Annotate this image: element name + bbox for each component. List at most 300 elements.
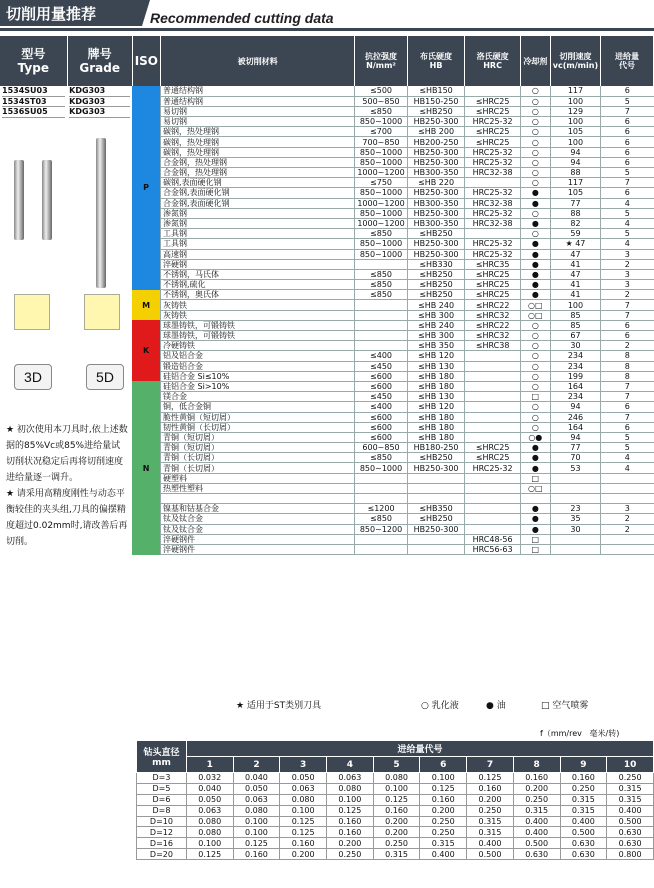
material-cell: 普通结构钢 <box>161 86 355 96</box>
hrc-cell: HRC56-63 <box>465 544 520 554</box>
tensile-cell: ≤750 <box>355 178 407 188</box>
tensile-cell: 850~1000 <box>355 157 407 167</box>
coolant-cell: ○ <box>520 168 550 178</box>
hrc-cell <box>465 504 520 514</box>
speed-cell: 82 <box>550 218 600 228</box>
feed-value-cell: 0.250 <box>420 816 467 827</box>
tensile-cell <box>355 544 407 554</box>
feed-row <box>137 805 654 816</box>
hrc-cell <box>465 178 520 188</box>
coolant-cell: ● <box>520 280 550 290</box>
tensile-cell: 850~1000 <box>355 239 407 249</box>
tensile-cell: 1000~1200 <box>355 198 407 208</box>
feed-value-cell: 0.630 <box>560 849 607 860</box>
hb-cell: ≤HB 180 <box>407 432 465 442</box>
feed-value-cell: 0.160 <box>513 773 560 784</box>
feed-value-cell: 0.630 <box>560 838 607 849</box>
material-cell: 碳钢,表面硬化钢 <box>161 178 355 188</box>
hrc-cell <box>465 229 520 239</box>
hb-cell: ≤HB250 <box>407 514 465 524</box>
feed-code-cell: 7 <box>601 300 654 310</box>
speed-cell: 85 <box>550 320 600 330</box>
feed-value-cell: 0.125 <box>467 773 514 784</box>
tensile-cell: ≤850 <box>355 106 407 116</box>
tensile-cell <box>355 483 407 493</box>
feed-code-cell: 3 <box>601 280 654 290</box>
material-cell: 球墨铸铁，可锻铸铁 <box>161 320 355 330</box>
hrc-cell <box>465 412 520 422</box>
feed-value-cell: 0.200 <box>280 849 327 860</box>
speed-cell: 164 <box>550 381 600 391</box>
feed-value-cell: 0.500 <box>607 816 654 827</box>
feed-diameter-cell: D=8 <box>137 805 187 816</box>
material-cell: 灰铸铁 <box>161 310 355 320</box>
feed-value-cell: 0.315 <box>607 783 654 794</box>
feed-value-cell: 0.160 <box>327 816 374 827</box>
hrc-cell <box>465 86 520 96</box>
speed-cell <box>550 483 600 493</box>
feed-col-diameter: 钻头直径 mm <box>137 741 187 773</box>
speed-cell: 47 <box>550 249 600 259</box>
hb-cell: ≤HB 120 <box>407 402 465 412</box>
feed-code-cell: 6 <box>601 331 654 341</box>
feed-value-cell: 0.080 <box>186 827 233 838</box>
material-cell: 镁合金 <box>161 392 355 402</box>
coolant-cell: ● <box>520 218 550 228</box>
feed-code-cell: 5 <box>601 229 654 239</box>
material-cell: 不锈钢，奥氏体 <box>161 290 355 300</box>
feed-value-cell: 0.100 <box>186 838 233 849</box>
hb-cell <box>407 483 465 493</box>
hb-cell <box>407 494 465 504</box>
tensile-cell: 850~1000 <box>355 147 407 157</box>
hb-cell: HB250-300 <box>407 208 465 218</box>
speed-cell: 41 <box>550 259 600 269</box>
coolant-cell: ○ <box>520 381 550 391</box>
feed-code-header: 10 <box>607 757 654 773</box>
coolant-cell: ○ <box>520 320 550 330</box>
product-type: 1534SU03 <box>2 86 65 97</box>
hrc-cell: HRC32-38 <box>465 168 520 178</box>
feed-code-cell: 8 <box>601 361 654 371</box>
feed-value-cell: 0.160 <box>420 794 467 805</box>
material-cell: 钛及钛合金 <box>161 514 355 524</box>
col-tensile: 抗拉强度 N/mm² <box>355 36 407 86</box>
label-3d: 3D <box>14 364 52 390</box>
feed-code-header: 5 <box>373 757 420 773</box>
speed-cell: 88 <box>550 208 600 218</box>
tensile-cell <box>355 473 407 483</box>
cross-section-icon-3d <box>14 294 50 330</box>
feed-col-code: 进给量代号 <box>186 741 653 757</box>
feed-code-cell: 6 <box>601 86 654 96</box>
feed-code-cell: 5 <box>601 168 654 178</box>
hb-cell <box>407 544 465 554</box>
tensile-cell <box>355 341 407 351</box>
hb-cell: HB180-250 <box>407 443 465 453</box>
hb-cell: ≤HB 220 <box>407 178 465 188</box>
feed-code-header: 7 <box>467 757 514 773</box>
coolant-cell: ○● <box>520 432 550 442</box>
hb-cell: HB200-250 <box>407 137 465 147</box>
feed-value-cell: 0.160 <box>233 849 280 860</box>
material-cell: 合金钢，热处理钢 <box>161 157 355 167</box>
hrc-cell: ≤HRC25 <box>465 127 520 137</box>
feed-row <box>137 849 654 860</box>
feed-code-cell: 5 <box>601 96 654 106</box>
feed-value-cell: 0.125 <box>373 794 420 805</box>
feed-value-cell: 0.080 <box>186 816 233 827</box>
feed-value-cell: 0.250 <box>327 849 374 860</box>
hb-cell: HB250-300 <box>407 117 465 127</box>
tensile-cell: 600~850 <box>355 443 407 453</box>
coolant-cell: ● <box>520 239 550 249</box>
material-cell: 碳钢，热处理钢 <box>161 137 355 147</box>
speed-cell: 234 <box>550 361 600 371</box>
coolant-cell: ○□ <box>520 300 550 310</box>
hrc-cell <box>465 371 520 381</box>
speed-cell: 85 <box>550 310 600 320</box>
feed-value-cell: 0.200 <box>373 827 420 838</box>
feed-code-cell: 6 <box>601 127 654 137</box>
material-cell: 球墨铸铁，可锻铸铁 <box>161 331 355 341</box>
hrc-cell <box>465 361 520 371</box>
hrc-cell: HRC32-38 <box>465 218 520 228</box>
tensile-cell: 850~1000 <box>355 463 407 473</box>
coolant-cell: ● <box>520 443 550 453</box>
material-cell: 碳钢，热处理钢 <box>161 147 355 157</box>
hb-cell: HB300-350 <box>407 218 465 228</box>
hb-cell: ≤HB 240 <box>407 320 465 330</box>
material-cell: 易切钢 <box>161 106 355 116</box>
speed-cell: 53 <box>550 463 600 473</box>
feed-code-cell: 2 <box>601 259 654 269</box>
material-cell: 铝及铝合金 <box>161 351 355 361</box>
feed-row <box>137 827 654 838</box>
hb-cell: ≤HB250 <box>407 453 465 463</box>
speed-cell: 70 <box>550 453 600 463</box>
material-cell: 渗氮钢 <box>161 218 355 228</box>
feed-diameter-cell: D=16 <box>137 838 187 849</box>
title-en: Recommended cutting data <box>150 10 334 26</box>
speed-cell <box>550 544 600 554</box>
hb-cell: HB300-350 <box>407 198 465 208</box>
iso-group-K: K <box>132 320 160 381</box>
coolant-cell: ○ <box>520 208 550 218</box>
feed-value-cell: 0.400 <box>513 827 560 838</box>
usage-notes <box>6 422 128 550</box>
coolant-cell: ○□ <box>520 483 550 493</box>
feed-value-cell: 0.125 <box>280 816 327 827</box>
feed-code-cell: 5 <box>601 208 654 218</box>
feed-code-cell <box>601 473 654 483</box>
hb-cell: ≤HB 180 <box>407 422 465 432</box>
material-cell: 高速钢 <box>161 249 355 259</box>
tensile-cell: ≤600 <box>355 412 407 422</box>
material-cell: 合金钢，热处理钢 <box>161 168 355 178</box>
feed-value-cell: 0.100 <box>420 773 467 784</box>
coolant-cell: ○ <box>520 341 550 351</box>
feed-code-cell: 7 <box>601 178 654 188</box>
hrc-cell: ≤HRC35 <box>465 259 520 269</box>
speed-cell: 117 <box>550 178 600 188</box>
feed-value-cell: 0.200 <box>373 816 420 827</box>
material-cell: 铜，低合金铜 <box>161 402 355 412</box>
feed-value-cell: 0.200 <box>467 794 514 805</box>
feed-value-cell: 0.500 <box>467 849 514 860</box>
col-feed: 进给量 代号 <box>601 36 654 86</box>
hrc-cell: HRC32-38 <box>465 198 520 208</box>
coolant-cell: ● <box>520 504 550 514</box>
hrc-cell: ≤HRC25 <box>465 453 520 463</box>
coolant-cell: ○ <box>520 412 550 422</box>
speed-cell: 23 <box>550 504 600 514</box>
coolant-cell: ○ <box>520 178 550 188</box>
hb-cell: ≤HB250 <box>407 269 465 279</box>
col-coolant: 冷却剂 <box>520 36 550 86</box>
feed-value-cell: 0.160 <box>280 838 327 849</box>
feed-value-cell: 0.630 <box>513 849 560 860</box>
feed-code-header: 1 <box>186 757 233 773</box>
hrc-cell: ≤HRC22 <box>465 320 520 330</box>
feed-value-cell: 0.315 <box>373 849 420 860</box>
coolant-cell: ● <box>520 453 550 463</box>
hrc-cell: ≤HRC25 <box>465 290 520 300</box>
note-1: ★ 初次使用本刀具时,依上述数据的85%Vc或85%进给量试切削状况稳定后再将切削速度进给量逐一调升。 <box>6 425 128 483</box>
feed-value-cell: 0.160 <box>560 773 607 784</box>
material-cell: 镍基和钴基合金 <box>161 504 355 514</box>
tensile-cell <box>355 534 407 544</box>
hb-cell: ≤HB330 <box>407 259 465 269</box>
coolant-cell: ○ <box>520 137 550 147</box>
feed-value-cell: 0.400 <box>513 816 560 827</box>
speed-cell: 94 <box>550 157 600 167</box>
feed-value-cell: 0.160 <box>373 805 420 816</box>
product-grade: KDG303 <box>69 107 130 118</box>
feed-code-cell: 6 <box>601 157 654 167</box>
iso-group-M: M <box>132 290 160 321</box>
hrc-cell: HRC25-32 <box>465 157 520 167</box>
col-hb: 布氏硬度 HB <box>407 36 465 86</box>
feed-code-header: 4 <box>327 757 374 773</box>
tensile-cell: 850~1000 <box>355 117 407 127</box>
speed-cell: 41 <box>550 280 600 290</box>
hb-cell: HB150-250 <box>407 96 465 106</box>
speed-cell: 67 <box>550 331 600 341</box>
hb-cell: ≤HB250 <box>407 280 465 290</box>
speed-cell: 59 <box>550 229 600 239</box>
coolant-legend <box>136 694 654 712</box>
feed-value-cell: 0.315 <box>467 816 514 827</box>
feed-code-cell <box>601 494 654 504</box>
hrc-cell: ≤HRC32 <box>465 310 520 320</box>
feed-code-cell: 4 <box>601 463 654 473</box>
tensile-cell: 850~1000 <box>355 208 407 218</box>
coolant-cell: ○ <box>520 86 550 96</box>
feed-code-cell: 6 <box>601 422 654 432</box>
material-cell: 工具钢 <box>161 239 355 249</box>
drill-image-3 <box>96 138 106 288</box>
table-row <box>0 86 654 96</box>
speed-cell: 88 <box>550 168 600 178</box>
coolant-cell: ○ <box>520 229 550 239</box>
feed-code-cell: 6 <box>601 137 654 147</box>
tensile-cell: ≤850 <box>355 453 407 463</box>
feed-row <box>137 773 654 784</box>
hrc-cell: ≤HRC25 <box>465 443 520 453</box>
feed-code-cell: 7 <box>601 381 654 391</box>
feed-value-cell: 0.200 <box>420 805 467 816</box>
tensile-cell: ≤850 <box>355 229 407 239</box>
hb-cell: ≤HB 130 <box>407 361 465 371</box>
col-speed: 切削速度 vc(m/min) <box>550 36 600 86</box>
feed-code-header: 8 <box>513 757 560 773</box>
tensile-cell: ≤600 <box>355 381 407 391</box>
material-cell: 热塑性塑料 <box>161 483 355 493</box>
speed-cell: 105 <box>550 127 600 137</box>
feed-value-cell: 0.315 <box>513 805 560 816</box>
tensile-cell: ≤600 <box>355 432 407 442</box>
feed-diameter-cell: D=6 <box>137 794 187 805</box>
hrc-cell: HRC25-32 <box>465 147 520 157</box>
coolant-cell: ○ <box>520 117 550 127</box>
hrc-cell: ≤HRC32 <box>465 331 520 341</box>
feed-value-cell: 0.500 <box>560 827 607 838</box>
feed-code-header: 3 <box>280 757 327 773</box>
feed-unit: f（mm/rev 毫米/转) <box>540 729 620 738</box>
tensile-cell: ≤850 <box>355 280 407 290</box>
coolant-cell: ○ <box>520 402 550 412</box>
feed-row <box>137 783 654 794</box>
feed-value-cell: 0.200 <box>327 838 374 849</box>
coolant-cell: ● <box>520 514 550 524</box>
tensile-cell: ≤850 <box>355 514 407 524</box>
feed-value-cell: 0.032 <box>186 773 233 784</box>
feed-value-cell: 0.250 <box>373 838 420 849</box>
drill-image-2 <box>42 160 52 240</box>
material-cell: 青铜（长切屑） <box>161 453 355 463</box>
feed-value-cell: 0.063 <box>327 773 374 784</box>
hb-cell: HB250-300 <box>407 157 465 167</box>
feed-value-cell: 0.040 <box>233 773 280 784</box>
feed-value-cell: 0.050 <box>186 794 233 805</box>
speed-cell <box>550 494 600 504</box>
tensile-cell: ≤400 <box>355 402 407 412</box>
hb-cell: ≤HB 130 <box>407 392 465 402</box>
feed-code-cell: 3 <box>601 504 654 514</box>
material-cell: 硅铝合金 Si≤10% <box>161 371 355 381</box>
feed-value-cell: 0.200 <box>513 783 560 794</box>
coolant-cell: ○ <box>520 147 550 157</box>
hb-cell: ≤HB 180 <box>407 381 465 391</box>
hrc-cell <box>465 514 520 524</box>
material-cell: 硬塑料 <box>161 473 355 483</box>
col-grade: 牌号 Grade <box>67 36 132 86</box>
tensile-cell: ≤700 <box>355 127 407 137</box>
hrc-cell: ≤HRC22 <box>465 300 520 310</box>
material-cell: 不锈钢，马氏体 <box>161 269 355 279</box>
coolant-cell: ○ <box>520 106 550 116</box>
feed-value-cell: 0.250 <box>607 773 654 784</box>
speed-cell: 30 <box>550 341 600 351</box>
material-cell: 冷硬铸铁 <box>161 341 355 351</box>
feed-value-cell: 0.500 <box>513 838 560 849</box>
feed-value-cell: 0.160 <box>467 783 514 794</box>
feed-diameter-cell: D=12 <box>137 827 187 838</box>
feed-value-cell: 0.125 <box>233 838 280 849</box>
material-cell: 合金钢,表面硬化钢 <box>161 198 355 208</box>
coolant-cell: ○ <box>520 361 550 371</box>
material-cell: 淬硬钢件 <box>161 534 355 544</box>
material-cell: 韧性黄铜（长切屑） <box>161 422 355 432</box>
speed-cell <box>550 534 600 544</box>
feed-code-cell: 7 <box>601 106 654 116</box>
coolant-cell <box>520 494 550 504</box>
feed-value-cell: 0.160 <box>327 827 374 838</box>
speed-cell: 30 <box>550 524 600 534</box>
feed-code-cell: 2 <box>601 341 654 351</box>
material-cell: 脆性黄铜（短切屑） <box>161 412 355 422</box>
product-grade: KDG303 <box>69 97 130 108</box>
cross-section-icon-5d <box>84 294 120 330</box>
coolant-cell: ○□ <box>520 310 550 320</box>
feed-value-cell: 0.125 <box>327 805 374 816</box>
hrc-cell: ≤HRC25 <box>465 96 520 106</box>
coolant-cell: □ <box>520 392 550 402</box>
hb-cell: ≤HB 300 <box>407 331 465 341</box>
hrc-cell <box>465 494 520 504</box>
feed-value-cell: 0.400 <box>607 805 654 816</box>
feed-code-cell: 7 <box>601 310 654 320</box>
feed-code-cell <box>601 483 654 493</box>
feed-value-cell: 0.125 <box>420 783 467 794</box>
feed-diameter-cell: D=5 <box>137 783 187 794</box>
tensile-cell: ≤1200 <box>355 504 407 514</box>
feed-value-cell: 0.080 <box>327 783 374 794</box>
coolant-cell: □ <box>520 544 550 554</box>
material-cell: 灰铸铁 <box>161 300 355 310</box>
feed-code-header: 9 <box>560 757 607 773</box>
feed-code-cell <box>601 544 654 554</box>
tensile-cell <box>355 494 407 504</box>
tensile-cell <box>355 320 407 330</box>
coolant-cell: ● <box>520 198 550 208</box>
speed-cell: 47 <box>550 269 600 279</box>
coolant-cell: ○ <box>520 422 550 432</box>
legend-oil: ● 油 <box>486 701 506 711</box>
material-cell <box>161 494 355 504</box>
coolant-cell: ● <box>520 249 550 259</box>
feed-code-cell: 6 <box>601 147 654 157</box>
product-type: 1536SU05 <box>2 107 65 118</box>
feed-value-cell: 0.100 <box>327 794 374 805</box>
tensile-cell: ≤850 <box>355 290 407 300</box>
speed-cell: 234 <box>550 351 600 361</box>
col-material: 被切削材料 <box>161 36 355 86</box>
feed-value-cell: 0.630 <box>607 827 654 838</box>
coolant-cell: ● <box>520 463 550 473</box>
hb-cell: ≤HB 120 <box>407 351 465 361</box>
hb-cell <box>407 534 465 544</box>
feed-table <box>136 740 654 860</box>
coolant-cell: ○ <box>520 331 550 341</box>
hrc-cell: ≤HRC25 <box>465 280 520 290</box>
feed-value-cell: 0.250 <box>513 794 560 805</box>
tensile-cell: 850~1000 <box>355 188 407 198</box>
hrc-cell <box>465 524 520 534</box>
hb-cell: HB250-300 <box>407 463 465 473</box>
legend-air: □ 空气喷雾 <box>541 701 589 711</box>
